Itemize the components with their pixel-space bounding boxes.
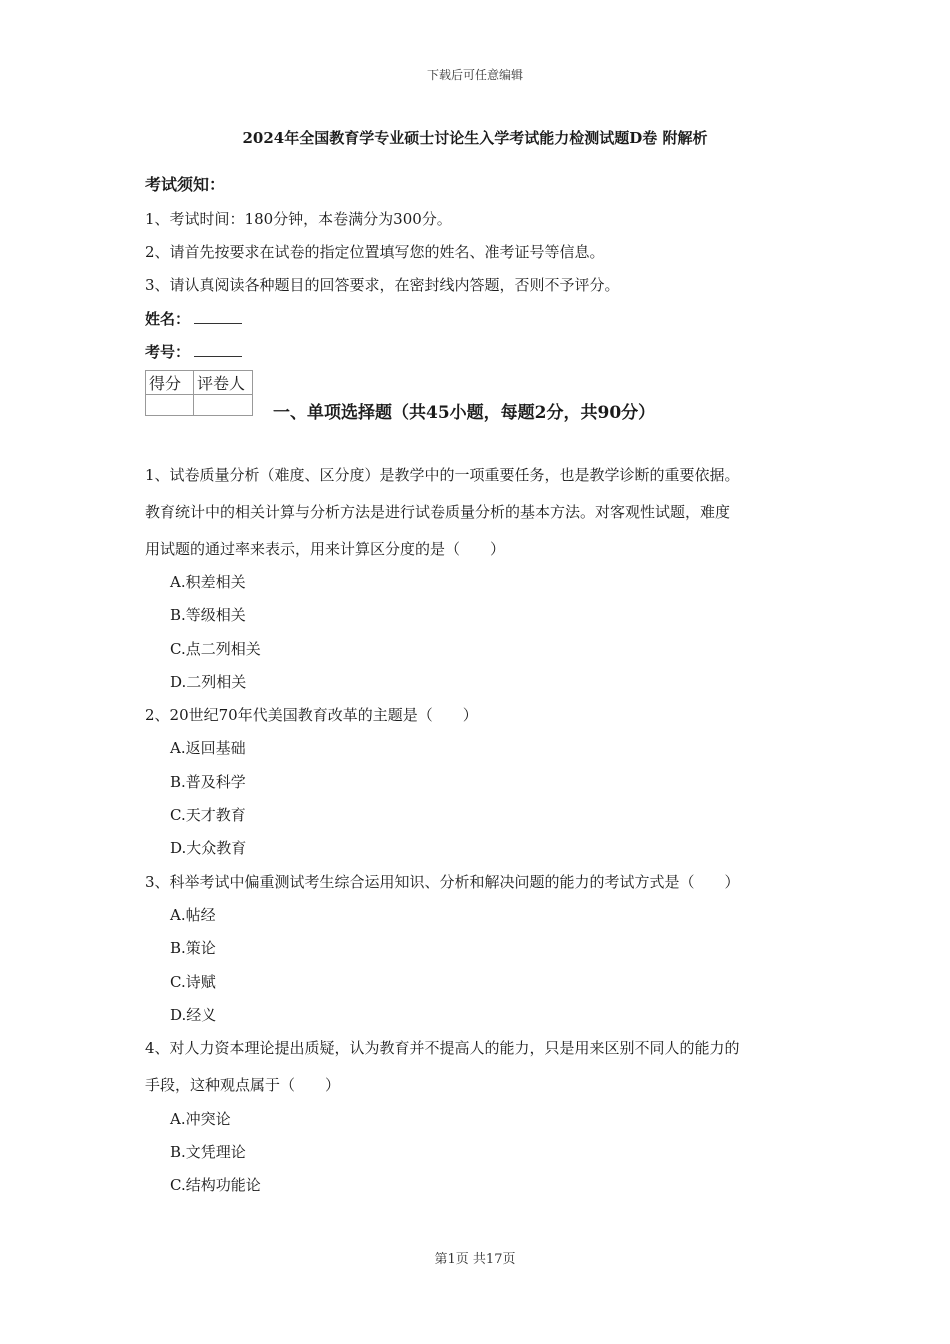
name-blank[interactable] [194, 309, 242, 324]
question-1-line: 1、试卷质量分析（难度、区分度）是教学中的一项重要任务，也是教学诊断的重要依据。 [145, 466, 740, 484]
notice-item: 1、考试时间：180分钟，本卷满分为300分。 [145, 210, 452, 228]
question-1-option-d: D.二列相关 [170, 673, 247, 691]
question-1-line: 教育统计中的相关计算与分析方法是进行试卷质量分析的基本方法。对客观性试题，难度 [145, 503, 731, 521]
question-3-line: 3、科举考试中偏重测试考生综合运用知识、分析和解决问题的能力的考试方式是（ ） [145, 873, 740, 891]
question-3-option-b: B.策论 [170, 939, 216, 957]
question-4-option-a: A.冲突论 [170, 1110, 231, 1128]
notice-heading: 考试须知： [145, 175, 226, 194]
question-2-option-a: A.返回基础 [170, 739, 246, 757]
question-4-option-c: C.结构功能论 [170, 1176, 261, 1194]
id-field [145, 341, 242, 362]
question-1-line: 用试题的通过率来表示，用来计算区分度的是（ ） [145, 540, 506, 558]
question-3-option-c: C.诗赋 [170, 973, 216, 991]
question-2-line: 2、20世纪70年代美国教育改革的主题是（ ） [145, 706, 478, 724]
question-1-option-c: C.点二列相关 [170, 640, 261, 658]
question-1-option-b: B.等级相关 [170, 606, 246, 624]
question-1-option-a: A.积差相关 [170, 573, 246, 591]
name-label: 姓名： [145, 310, 191, 328]
score-table [145, 370, 253, 416]
notice-item: 2、请首先按要求在试卷的指定位置填写您的姓名、准考证号等信息。 [145, 243, 605, 261]
question-2-option-b: B.普及科学 [170, 773, 246, 791]
grader-cell [194, 395, 253, 416]
score-header: 得分 [146, 371, 194, 395]
document-title: 2024年全国教育学专业硕士讨论生入学考试能力检测试题D卷 附解析 [242, 129, 708, 147]
page-footer: 第1页 共17页 [434, 1252, 516, 1267]
page-header: 下载后可任意编辑 [426, 68, 523, 82]
grader-header: 评卷人 [194, 371, 253, 395]
section-heading: 一、单项选择题（共45小题，每题2分，共90分） [273, 403, 656, 423]
question-3-option-a: A.帖经 [170, 906, 216, 924]
question-4-line: 4、对人力资本理论提出质疑，认为教育并不提高人的能力，只是用来区别不同人的能力的 [145, 1039, 740, 1057]
score-cell [146, 395, 194, 416]
id-blank[interactable] [194, 342, 242, 357]
notice-item: 3、请认真阅读各种题目的回答要求，在密封线内答题，否则不予评分。 [145, 276, 620, 294]
question-2-option-d: D.大众教育 [170, 839, 247, 857]
question-4-line: 手段，这种观点属于（ ） [145, 1076, 341, 1094]
question-2-option-c: C.天才教育 [170, 806, 246, 824]
question-3-option-d: D.经义 [170, 1006, 217, 1024]
question-4-option-b: B.文凭理论 [170, 1143, 246, 1161]
id-label: 考号： [145, 343, 191, 361]
name-field [145, 308, 242, 329]
